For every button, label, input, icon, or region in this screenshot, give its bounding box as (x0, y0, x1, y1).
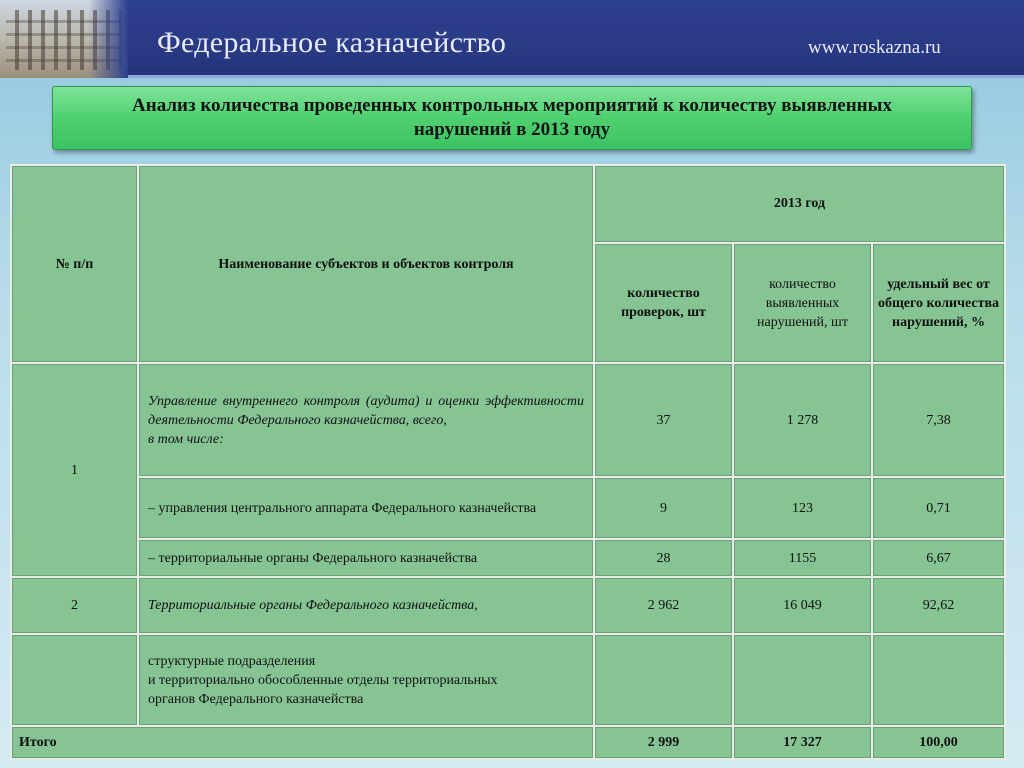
row-subnote: в том числе: (148, 431, 224, 447)
header-checks: количество проверок, шт (595, 244, 732, 362)
row-share: 6,67 (873, 540, 1004, 576)
row-num: 1 (12, 364, 137, 576)
row-share: 0,71 (873, 478, 1004, 538)
slide-title-box (52, 86, 972, 150)
header-num: № п/п (12, 166, 137, 362)
total-share: 100,00 (873, 727, 1004, 758)
total-row (12, 727, 1004, 758)
table-row (12, 364, 1004, 476)
header-bar (0, 0, 1024, 78)
table-row (12, 635, 1004, 725)
table-row (12, 578, 1004, 633)
row-name (139, 364, 593, 476)
row-checks: 37 (595, 364, 732, 476)
slide-title: Анализ количества проведенных контрольных мероприятий к количеству выявленных нарушений в 2013 году (132, 95, 892, 140)
header-year: 2013 год (595, 166, 1004, 242)
row-share (873, 635, 1004, 725)
row-share: 92,62 (873, 578, 1004, 633)
row-name: Территориальные органы Федерального казначейства, (139, 578, 593, 633)
row-violations: 16 049 (734, 578, 871, 633)
site-url[interactable]: www.roskazna.ru (808, 37, 941, 58)
row-name (139, 635, 593, 725)
header-violations: количество выявленных нарушений, шт (734, 244, 871, 362)
table-row (12, 540, 1004, 576)
row-num: 2 (12, 578, 137, 633)
row-name: – управления центрального аппарата Федерального казначейства (139, 478, 593, 538)
header-share: удельный вес от общего количества нарушений, % (873, 244, 1004, 362)
org-name: Федеральное казначейство (157, 26, 507, 59)
row-violations: 1 278 (734, 364, 871, 476)
row-violations: 123 (734, 478, 871, 538)
row-violations (734, 635, 871, 725)
row-name-line: и территориально обособленные отделы территориальных (148, 672, 498, 688)
row-checks: 2 962 (595, 578, 732, 633)
row-checks: 9 (595, 478, 732, 538)
building-photo-icon (0, 0, 128, 78)
total-label: Итого (12, 727, 593, 758)
row-num (12, 635, 137, 725)
row-name-line: органов Федерального казначейства (148, 691, 364, 707)
row-violations: 1155 (734, 540, 871, 576)
row-checks: 28 (595, 540, 732, 576)
row-name-line: структурные подразделения (148, 653, 316, 669)
table-row (12, 478, 1004, 538)
total-violations: 17 327 (734, 727, 871, 758)
row-name-text: Управление внутреннего контроля (аудита) и оценки эффективности деятельности Федерального казначейства, всего, (148, 393, 584, 428)
row-share: 7,38 (873, 364, 1004, 476)
total-checks: 2 999 (595, 727, 732, 758)
row-name: – территориальные органы Федерального казначейства (139, 540, 593, 576)
control-measures-table (10, 164, 1006, 760)
header-name: Наименование субъектов и объектов контроля (139, 166, 593, 362)
row-checks (595, 635, 732, 725)
